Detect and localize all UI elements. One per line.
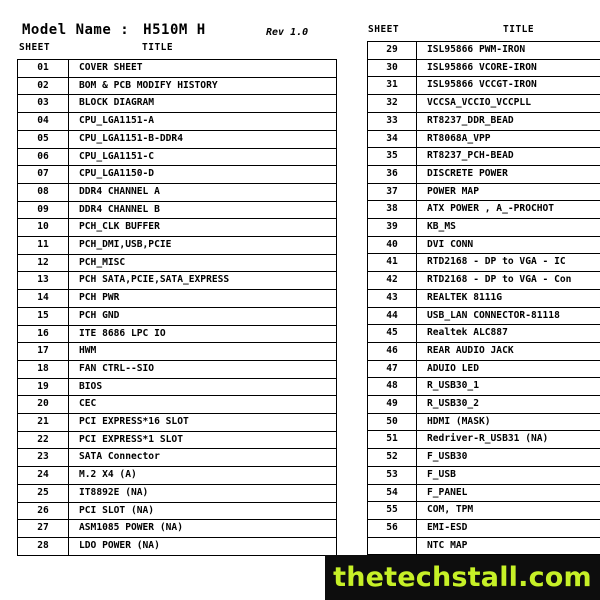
sheet-title: CPU_LGA1151-C — [69, 148, 337, 166]
sheet-row — [368, 484, 600, 502]
sheet-number: 32 — [368, 95, 417, 113]
sheet-row — [18, 396, 337, 414]
sheet-title: HWM — [69, 343, 337, 361]
sheet-row — [368, 325, 600, 343]
sheet-title: RT8237_DDR_BEAD — [417, 112, 600, 130]
sheet-row — [18, 484, 337, 502]
sheet-title: M.2 X4 (A) — [69, 467, 337, 485]
sheet-title: PCH_MISC — [69, 254, 337, 272]
sheet-number: 49 — [368, 396, 417, 414]
sheet-row — [18, 520, 337, 538]
sheet-number: 24 — [18, 467, 69, 485]
sheet-row — [18, 449, 337, 467]
sheet-title: R_USB30_2 — [417, 396, 600, 414]
sheet-title: REALTEK 8111G — [417, 289, 600, 307]
sheet-number: 12 — [18, 254, 69, 272]
sheet-title: REAR AUDIO JACK — [417, 342, 600, 360]
sheet-number: 53 — [368, 466, 417, 484]
sheet-row — [18, 201, 337, 219]
left-title-header: TITLE — [142, 42, 174, 53]
sheet-row — [368, 148, 600, 166]
right-sheet-header: SHEET — [368, 24, 400, 35]
sheet-number: 06 — [18, 148, 69, 166]
sheet-title: HDMI (MASK) — [417, 413, 600, 431]
sheet-index-table-right — [367, 41, 600, 555]
sheet-row — [368, 219, 600, 237]
sheet-title: FAN CTRL--SIO — [69, 360, 337, 378]
sheet-title: KB_MS — [417, 219, 600, 237]
sheet-title: F_PANEL — [417, 484, 600, 502]
sheet-row — [368, 165, 600, 183]
sheet-title: F_USB — [417, 466, 600, 484]
sheet-number — [368, 537, 417, 555]
sheet-title: RTD2168 - DP to VGA - Con — [417, 272, 600, 290]
sheet-title: PCI SLOT (NA) — [69, 502, 337, 520]
sheet-number: 27 — [18, 520, 69, 538]
sheet-row — [18, 378, 337, 396]
sheet-title: RTD2168 - DP to VGA - IC — [417, 254, 600, 272]
sheet-row — [368, 59, 600, 77]
sheet-number: 28 — [18, 537, 69, 555]
sheet-row — [368, 77, 600, 95]
sheet-number: 39 — [368, 219, 417, 237]
sheet-title: COM, TPM — [417, 502, 600, 520]
sheet-row — [18, 254, 337, 272]
sheet-number: 48 — [368, 378, 417, 396]
sheet-row — [18, 307, 337, 325]
sheet-number: 31 — [368, 77, 417, 95]
sheet-title: ISL95866 VCORE-IRON — [417, 59, 600, 77]
sheet-number: 17 — [18, 343, 69, 361]
model-name-label: Model Name : — [22, 22, 130, 38]
sheet-number: 07 — [18, 166, 69, 184]
sheet-number: 35 — [368, 148, 417, 166]
sheet-title: PCH_CLK BUFFER — [69, 219, 337, 237]
sheet-number: 16 — [18, 325, 69, 343]
sheet-row — [18, 325, 337, 343]
sheet-row — [368, 449, 600, 467]
sheet-number: 38 — [368, 201, 417, 219]
sheet-number: 14 — [18, 290, 69, 308]
sheet-row — [18, 290, 337, 308]
sheet-row — [18, 148, 337, 166]
sheet-number: 55 — [368, 502, 417, 520]
sheet-row — [18, 219, 337, 237]
sheet-number: 36 — [368, 165, 417, 183]
sheet-row — [368, 254, 600, 272]
sheet-title: DVI CONN — [417, 236, 600, 254]
sheet-row — [18, 130, 337, 148]
sheet-title: CPU_LGA1151-B-DDR4 — [69, 130, 337, 148]
sheet-title: Realtek ALC887 — [417, 325, 600, 343]
sheet-title: BOM & PCB MODIFY HISTORY — [69, 77, 337, 95]
model-name-value: H510M H — [143, 22, 206, 38]
sheet-number: 22 — [18, 431, 69, 449]
sheet-title: IT8892E (NA) — [69, 484, 337, 502]
sheet-title: POWER MAP — [417, 183, 600, 201]
sheet-row — [368, 236, 600, 254]
sheet-number: 10 — [18, 219, 69, 237]
sheet-number: 15 — [18, 307, 69, 325]
sheet-title: USB_LAN CONNECTOR-81118 — [417, 307, 600, 325]
watermark-banner: thetechstall.com — [325, 555, 600, 600]
sheet-row — [18, 272, 337, 290]
sheet-row — [368, 519, 600, 537]
sheet-title: ISL95866 PWM-IRON — [417, 42, 600, 60]
sheet-row — [18, 467, 337, 485]
sheet-title: ISL95866 VCCGT-IRON — [417, 77, 600, 95]
sheet-row — [18, 431, 337, 449]
sheet-title: CEC — [69, 396, 337, 414]
sheet-row — [368, 289, 600, 307]
sheet-index-table-left — [17, 59, 337, 556]
sheet-title: CPU_LGA1150-D — [69, 166, 337, 184]
sheet-number: 46 — [368, 342, 417, 360]
left-sheet-header: SHEET — [19, 42, 51, 53]
sheet-row — [368, 307, 600, 325]
sheet-title: ADUIO LED — [417, 360, 600, 378]
sheet-number: 21 — [18, 414, 69, 432]
sheet-number: 04 — [18, 113, 69, 131]
sheet-row — [18, 183, 337, 201]
sheet-title: VCCSA_VCCIO_VCCPLL — [417, 95, 600, 113]
sheet-title: PCH PWR — [69, 290, 337, 308]
sheet-number: 02 — [18, 77, 69, 95]
sheet-number: 19 — [18, 378, 69, 396]
sheet-title: BLOCK DIAGRAM — [69, 95, 337, 113]
sheet-row — [18, 343, 337, 361]
sheet-number: 45 — [368, 325, 417, 343]
sheet-number: 13 — [18, 272, 69, 290]
sheet-number: 18 — [18, 360, 69, 378]
sheet-title: ITE 8686 LPC IO — [69, 325, 337, 343]
sheet-row — [368, 537, 600, 555]
sheet-number: 34 — [368, 130, 417, 148]
sheet-row — [368, 201, 600, 219]
sheet-title: LDO POWER (NA) — [69, 537, 337, 555]
sheet-number: 41 — [368, 254, 417, 272]
sheet-row — [368, 342, 600, 360]
sheet-title: EMI-ESD — [417, 519, 600, 537]
sheet-title: DDR4 CHANNEL A — [69, 183, 337, 201]
sheet-title: R_USB30_1 — [417, 378, 600, 396]
sheet-number: 37 — [368, 183, 417, 201]
sheet-title: Redriver-R_USB31 (NA) — [417, 431, 600, 449]
sheet-row — [368, 272, 600, 290]
sheet-row — [18, 360, 337, 378]
sheet-row — [368, 112, 600, 130]
sheet-title: NTC MAP — [417, 537, 600, 555]
sheet-number: 29 — [368, 42, 417, 60]
sheet-row — [18, 414, 337, 432]
sheet-title: COVER SHEET — [69, 60, 337, 78]
sheet-number: 40 — [368, 236, 417, 254]
sheet-row — [18, 537, 337, 555]
sheet-number: 42 — [368, 272, 417, 290]
sheet-row — [18, 95, 337, 113]
sheet-number: 26 — [18, 502, 69, 520]
revision-label: Rev 1.0 — [266, 27, 309, 38]
sheet-title: RT8237_PCH-BEAD — [417, 148, 600, 166]
sheet-row — [368, 183, 600, 201]
sheet-row — [18, 166, 337, 184]
sheet-row — [18, 113, 337, 131]
sheet-number: 47 — [368, 360, 417, 378]
sheet-title: PCH_DMI,USB,PCIE — [69, 237, 337, 255]
sheet-number: 09 — [18, 201, 69, 219]
right-title-header: TITLE — [503, 24, 535, 35]
sheet-title: SATA Connector — [69, 449, 337, 467]
sheet-number: 52 — [368, 449, 417, 467]
sheet-title: PCI EXPRESS*1 SLOT — [69, 431, 337, 449]
sheet-row — [368, 413, 600, 431]
sheet-title: BIOS — [69, 378, 337, 396]
sheet-row — [368, 396, 600, 414]
sheet-number: 05 — [18, 130, 69, 148]
sheet-number: 01 — [18, 60, 69, 78]
sheet-row — [18, 77, 337, 95]
sheet-title: RT8068A_VPP — [417, 130, 600, 148]
sheet-row — [368, 130, 600, 148]
sheet-row — [18, 237, 337, 255]
sheet-title: ASM1085 POWER (NA) — [69, 520, 337, 538]
sheet-number: 30 — [368, 59, 417, 77]
sheet-number: 25 — [18, 484, 69, 502]
sheet-title: CPU_LGA1151-A — [69, 113, 337, 131]
sheet-row — [368, 95, 600, 113]
sheet-title: ATX POWER , A_-PROCHOT — [417, 201, 600, 219]
sheet-row — [368, 42, 600, 60]
sheet-title: DISCRETE POWER — [417, 165, 600, 183]
sheet-number: 03 — [18, 95, 69, 113]
sheet-number: 08 — [18, 183, 69, 201]
sheet-number: 51 — [368, 431, 417, 449]
sheet-number: 54 — [368, 484, 417, 502]
sheet-title: PCH SATA,PCIE,SATA_EXPRESS — [69, 272, 337, 290]
sheet-number: 56 — [368, 519, 417, 537]
sheet-title: PCI EXPRESS*16 SLOT — [69, 414, 337, 432]
sheet-row — [368, 466, 600, 484]
sheet-title: DDR4 CHANNEL B — [69, 201, 337, 219]
sheet-number: 23 — [18, 449, 69, 467]
sheet-row — [368, 502, 600, 520]
sheet-row — [368, 378, 600, 396]
sheet-number: 33 — [368, 112, 417, 130]
sheet-row — [18, 60, 337, 78]
sheet-number: 11 — [18, 237, 69, 255]
sheet-number: 43 — [368, 289, 417, 307]
sheet-number: 50 — [368, 413, 417, 431]
sheet-row — [18, 502, 337, 520]
sheet-title: F_USB30 — [417, 449, 600, 467]
sheet-number: 44 — [368, 307, 417, 325]
model-name-title — [22, 22, 206, 38]
sheet-row — [368, 360, 600, 378]
sheet-row — [368, 431, 600, 449]
sheet-number: 20 — [18, 396, 69, 414]
sheet-title: PCH GND — [69, 307, 337, 325]
